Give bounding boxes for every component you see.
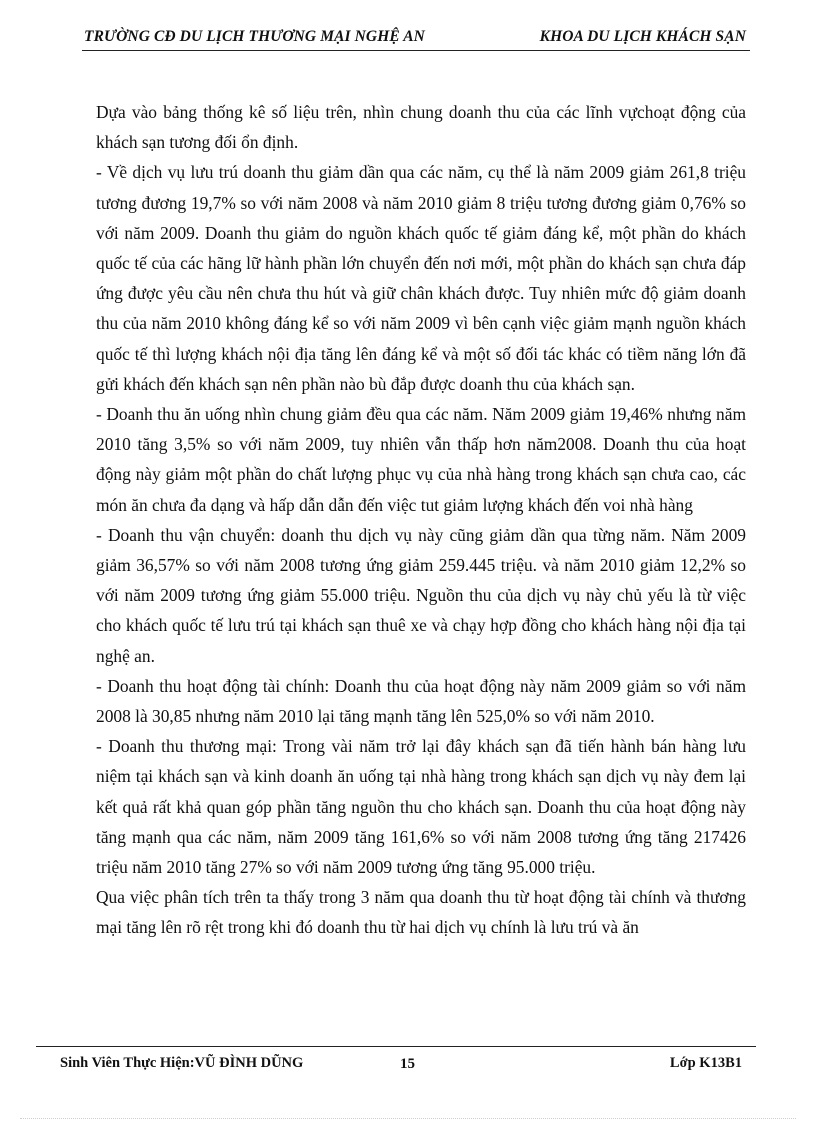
footer-divider: [36, 1046, 756, 1047]
paragraph-accommodation: - Về dịch vụ lưu trú doanh thu giảm dần qua các năm, cụ thể là năm 2009 giảm 261,8 triệu tương đương 19,7% so với năm 2008 và năm 2010 giảm 8 triệu tương đương giảm 0,76% so với năm 2009. Doanh thu giảm do nguồn khách quốc tế giảm đáng kể, một phần do khách quốc tế của các hãng lữ hành phần lớn chuyển đến nơi mới, một phần do khách sạn chưa đáp ứng được yêu cầu nên chưa thu hút và giữ chân khách được. Tuy nhiên mức độ giảm doanh thu của năm 2010 không đáng kể so với năm 2009 vì bên cạnh việc giảm mạnh nguồn khách quốc tế thì lượng khách nội địa tăng lên đáng kể và một số đối tác khác có tiềm năng lớn đã gửi khách đến khách sạn nên phần nào bù đắp được doanh thu của khách sạn.: [96, 162, 746, 394]
paragraph-intro: Dựa vào bảng thống kê số liệu trên, nhìn chung doanh thu của các lĩnh vựchoạt động của khách sạn tương đối ổn định.: [96, 102, 746, 153]
header-school-name: TRƯỜNG CĐ DU LỊCH THƯƠNG MẠI NGHỆ AN: [84, 28, 425, 45]
page-bottom-dotted-line: [20, 1118, 796, 1119]
paragraph-commerce: - Doanh thu thương mại: Trong vài năm trở lại đây khách sạn đã tiến hành bán hàng lưu niệm tại khách sạn và kinh doanh ăn uống tại nhà hàng trong khách sạn dịch vụ này đem lại kết quả rất khả quan góp phần tăng nguồn thu cho khách sạn. Doanh thu của hoạt động này tăng mạnh qua các năm, năm 2009 tăng 161,6% so với năm 2008 tương ứng tăng 217426 triệu năm 2010 tăng 27% so với năm 2009 tương ứng tăng 95.000 triệu.: [96, 736, 746, 878]
page-header: [82, 22, 750, 51]
footer-class: Lớp K13B1: [669, 1055, 742, 1071]
paragraph-food-beverage: - Doanh thu ăn uống nhìn chung giảm đều qua các năm. Năm 2009 giảm 19,46% nhưng năm 2010 tăng 3,5% so với năm 2009, tuy nhiên vẫn thấp hơn năm2008. Doanh thu của hoạt động này giảm một phần do chất lượng phục vụ của nhà hàng trong khách sạn chưa cao, các món ăn chưa đa dạng và hấp dẫn dẫn đến việc tut giảm lượng khách đến voi nhà hàng: [96, 404, 746, 515]
page-number: 15: [400, 1056, 415, 1072]
document-body: [96, 97, 746, 943]
header-faculty-name: KHOA DU LỊCH KHÁCH SẠN: [539, 28, 746, 45]
paragraph-conclusion: Qua việc phân tích trên ta thấy trong 3 năm qua doanh thu từ hoạt động tài chính và thương mại tăng lên rõ rệt trong khi đó doanh thu từ hai dịch vụ chính là lưu trú và ăn: [96, 887, 746, 938]
footer-student-name: Sinh Viên Thực Hiện:VŨ ĐÌNH DŨNG: [60, 1055, 304, 1071]
paragraph-finance: - Doanh thu hoạt động tài chính: Doanh thu của hoạt động này năm 2009 giảm so với năm 2008 là 30,85 nhưng năm 2010 lại tăng mạnh tăng lên 525,0% so với năm 2010.: [96, 675, 746, 727]
page-footer: [60, 1055, 740, 1079]
paragraph-transport: - Doanh thu vận chuyển: doanh thu dịch vụ này cũng giảm dần qua từng năm. Năm 2009 giảm 36,57% so với năm 2008 tương ứng giảm 259.445 triệu. và năm 2010 giảm 12,2% so với năm 2009 tương ứng giảm 55.000 triệu. Nguồn thu của dịch vụ này chủ yếu là từ việc cho khách quốc tế lưu trú tại khách sạn thuê xe và chạy hợp đồng cho khách hàng nội địa tại nghệ an.: [96, 524, 746, 666]
